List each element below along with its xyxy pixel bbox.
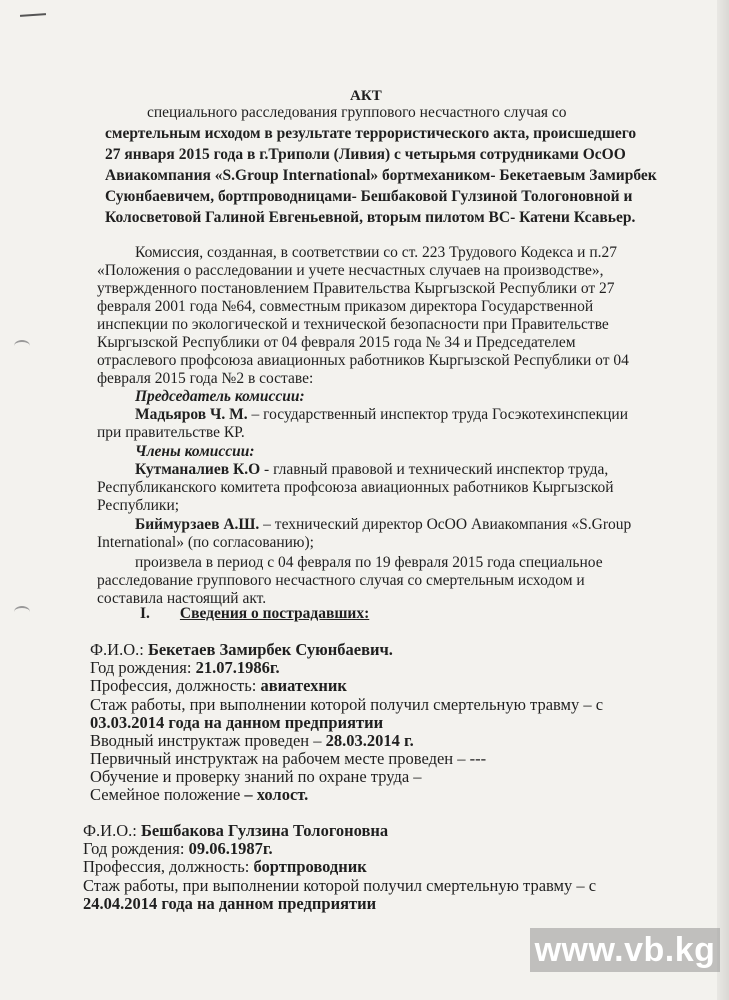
victim1-family-value: – холост. xyxy=(244,785,309,804)
header-line-6: Колосветовой Галиной Евгеньевной, вторым пилотом ВС- Катени Ксавьер. xyxy=(105,209,636,226)
header-line-2: смертельным исходом в результате террористического акта, происшедшего xyxy=(105,125,637,142)
victim1-fio xyxy=(90,641,393,658)
section-heading xyxy=(140,605,369,622)
victim2-experience-value: 24.04.2014 года на данном предприятии xyxy=(83,894,377,913)
intro-line-3: утвержденного постановлением Правительства Кыргызской Республики от 27 xyxy=(97,280,615,297)
conclusion-line-2: расследование группового несчастного случая со смертельным исходом и xyxy=(97,572,585,589)
header-line-4: Авиакомпания «S.Group International» бортмехаником- Бекетаевым Замирбек xyxy=(105,167,657,184)
chair-line xyxy=(135,406,628,423)
intro-line-1: Комиссия, созданная, в соответствии со ст. 223 Трудового Кодекса и п.27 xyxy=(135,244,617,261)
chair-desc: – государственный инспектор труда Госэкотехинспекции xyxy=(247,406,629,423)
victim1-birth xyxy=(90,659,280,676)
intro-line-7: отраслевого профсоюза авиационных работников Кыргызской Республики от 04 xyxy=(97,352,629,369)
member2-line xyxy=(135,516,631,533)
punch-hole-mark xyxy=(14,606,30,618)
member2-desc: – технический директор ОсОО Авиакомпания «S.Group xyxy=(259,516,632,533)
members-label: Члены комиссии: xyxy=(135,443,255,460)
prof-label: Профессия, должность: xyxy=(83,857,254,876)
victim1-profession xyxy=(90,677,347,694)
section-title: Сведения о пострадавших: xyxy=(179,605,370,622)
victim2-fio-value: Бешбакова Гулзина Тологоновна xyxy=(140,821,389,840)
victim1-primary-briefing: Первичный инструктаж на рабочем месте проведен – --- xyxy=(90,749,487,768)
victim1-training: Обучение и проверку знаний по охране труда – xyxy=(90,767,422,786)
punch-hole-mark xyxy=(14,340,30,352)
intro-line-2: «Положения о расследовании и учете несчастных случаев на производстве», xyxy=(97,262,604,279)
document-title: АКТ xyxy=(350,88,382,104)
pen-mark xyxy=(20,13,46,17)
victim2-prof-value: бортпроводник xyxy=(253,857,367,876)
victim1-experience: Стаж работы, при выполнении которой получил смертельную травму – с xyxy=(90,695,604,714)
prof-label: Профессия, должность: xyxy=(90,676,261,695)
victim2-fio xyxy=(83,822,388,839)
conclusion-line-3: составила настоящий акт. xyxy=(97,590,267,607)
victim1-fio-value: Бекетаев Замирбек Суюнбаевич. xyxy=(147,640,393,659)
member1-line xyxy=(135,461,608,478)
header-line-3: 27 января 2015 года в г.Триполи (Ливия) с четырьмя сотрудниками ОсОО xyxy=(105,146,626,163)
member1-desc: - главный правовой и технический инспектор труда, xyxy=(260,461,609,478)
chair-desc-2: при правительстве КР. xyxy=(97,424,245,441)
intro-line-4: февраля 2001 года №64, совместным приказом директора Государственной xyxy=(97,298,594,315)
member1-desc-2: Республиканского комитета профсоюза авиационных работников Кыргызской xyxy=(97,479,614,496)
member1-desc-3: Республики; xyxy=(97,497,180,514)
fio-label: Ф.И.О.: xyxy=(90,640,148,659)
intro-label: Вводный инструктаж проведен – xyxy=(90,731,326,750)
fio-label: Ф.И.О.: xyxy=(83,821,141,840)
victim1-prof-value: авиатехник xyxy=(260,676,347,695)
site-watermark: www.vb.kg xyxy=(530,928,720,972)
victim1-intro-value: 28.03.2014 г. xyxy=(325,731,414,750)
family-label: Семейное положение xyxy=(90,785,245,804)
victim2-experience: Стаж работы, при выполнении которой получил смертельную травму – с xyxy=(83,876,597,895)
victim1-intro-briefing xyxy=(90,732,414,749)
member2-name: Биймурзаев А.Ш. xyxy=(135,516,260,533)
intro-line-5: инспекции по экологической и технической безопасности при Правительстве xyxy=(97,316,609,333)
victim2-profession xyxy=(83,858,367,875)
victim2-birth-value: 09.06.1987г. xyxy=(188,839,273,858)
conclusion-line-1: произвела в период с 04 февраля по 19 февраля 2015 года специальное xyxy=(135,554,603,571)
section-number: I. xyxy=(140,605,150,622)
birth-label: Год рождения: xyxy=(83,839,189,858)
birth-label: Год рождения: xyxy=(90,658,196,677)
member1-name: Кутманалиев К.О xyxy=(135,461,261,478)
chair-name: Мадьяров Ч. М. xyxy=(135,406,248,423)
member2-desc-2: International» (по согласованию); xyxy=(97,534,314,551)
header-line-1: специального расследования группового несчастного случая со xyxy=(147,104,567,121)
victim1-experience-value: 03.03.2014 года на данном предприятии xyxy=(90,713,384,732)
intro-line-6: Кыргызской Республики от 04 февраля 2015 года № 34 и Председателем xyxy=(97,334,576,351)
victim2-birth xyxy=(83,840,273,857)
victim1-family xyxy=(90,786,308,803)
intro-line-8: февраля 2015 года №2 в составе: xyxy=(97,370,314,387)
chair-label: Председатель комиссии: xyxy=(135,388,305,405)
page-edge xyxy=(717,0,729,1000)
victim1-birth-value: 21.07.1986г. xyxy=(195,658,280,677)
header-line-5: Суюнбаевичем, бортпроводницами- Бешбаковой Гулзиной Тологоновной и xyxy=(105,188,633,205)
